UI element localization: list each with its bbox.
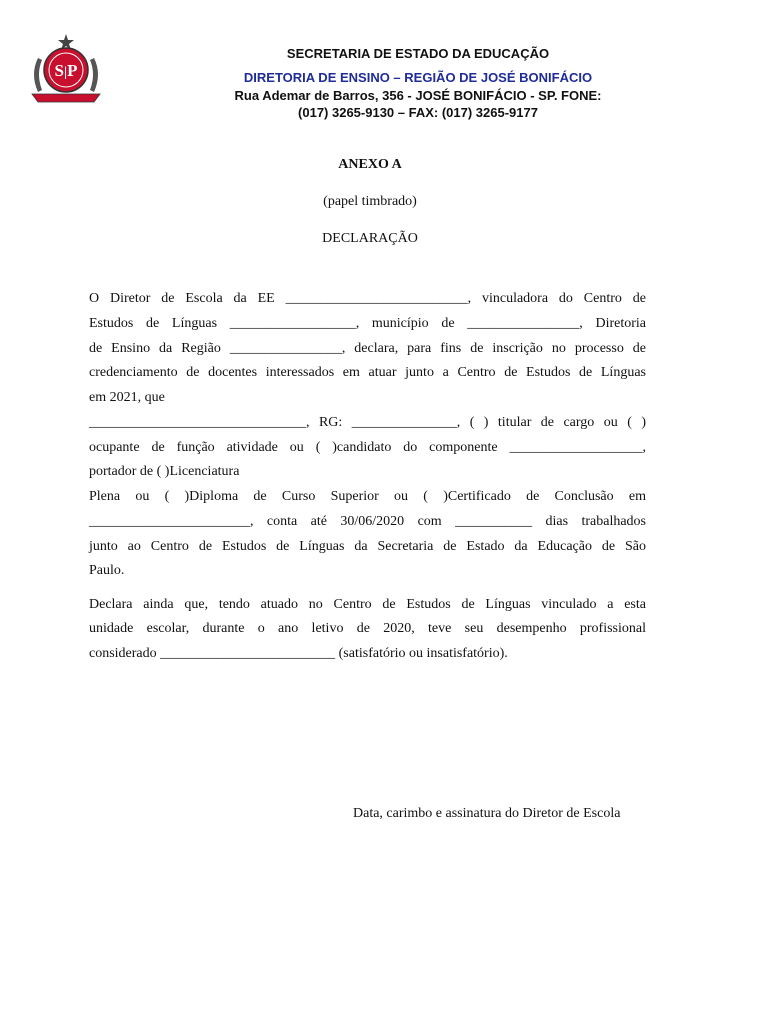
- body-line: Paulo.: [89, 563, 125, 578]
- body-line: _______________________________, RG: _______________, ( ) titular de cargo ou ( ): [89, 415, 646, 430]
- body-line: O Diretor de Escola da EE __________________________, vinculadora do Centro de: [89, 291, 646, 306]
- annex-title: ANEXO A: [338, 157, 402, 172]
- body-line: de Ensino da Região ________________, declara, para fins de inscrição no processo de: [89, 341, 646, 356]
- declaration-title: DECLARAÇÃO: [322, 231, 418, 246]
- header-secretaria: SECRETARIA DE ESTADO DA EDUCAÇÃO: [286, 46, 550, 61]
- body-line: _______________________, conta até 30/06/2020 com ___________ dias trabalhados: [89, 514, 646, 529]
- body-line: Plena ou ( )Diploma de Curso Superior ou ( )Certificado de Conclusão em: [89, 489, 646, 504]
- body-line: junto ao Centro de Estudos de Línguas da Secretaria de Estado da Educação de São: [89, 539, 646, 554]
- header-diretoria: DIRETORIA DE ENSINO – REGIÃO DE JOSÉ BONIFÁCIO: [243, 70, 593, 85]
- body-line: Declara ainda que, tendo atuado no Centro de Estudos de Línguas vinculado a esta: [89, 597, 646, 612]
- body-line: credenciamento de docentes interessados em atuar junto a Centro de Estudos de Línguas: [89, 365, 646, 380]
- header-address: Rua Ademar de Barros, 356 - JOSÉ BONIFÁCIO - SP. FONE:: [234, 88, 602, 103]
- body-line: em 2021, que: [89, 390, 165, 405]
- svg-text:S|P: S|P: [54, 61, 78, 80]
- body-line: Estudos de Línguas __________________, município de ________________, Diretoria: [89, 316, 646, 331]
- body-line: considerado _________________________ (satisfatório ou insatisfatório).: [89, 646, 508, 661]
- header-phone-fax: (017) 3265-9130 – FAX: (017) 3265-9177: [298, 105, 538, 120]
- body-line: unidade escolar, durante o ano letivo de 2020, teve seu desempenho profissional: [89, 621, 646, 636]
- signature-line: Data, carimbo e assinatura do Diretor de Escola: [353, 806, 621, 821]
- body-line: ocupante de função atividade ou ( )candidato do componente ___________________,: [89, 440, 646, 455]
- body-line: portador de ( )Licenciatura: [89, 464, 240, 479]
- letterhead-note: (papel timbrado): [323, 194, 417, 209]
